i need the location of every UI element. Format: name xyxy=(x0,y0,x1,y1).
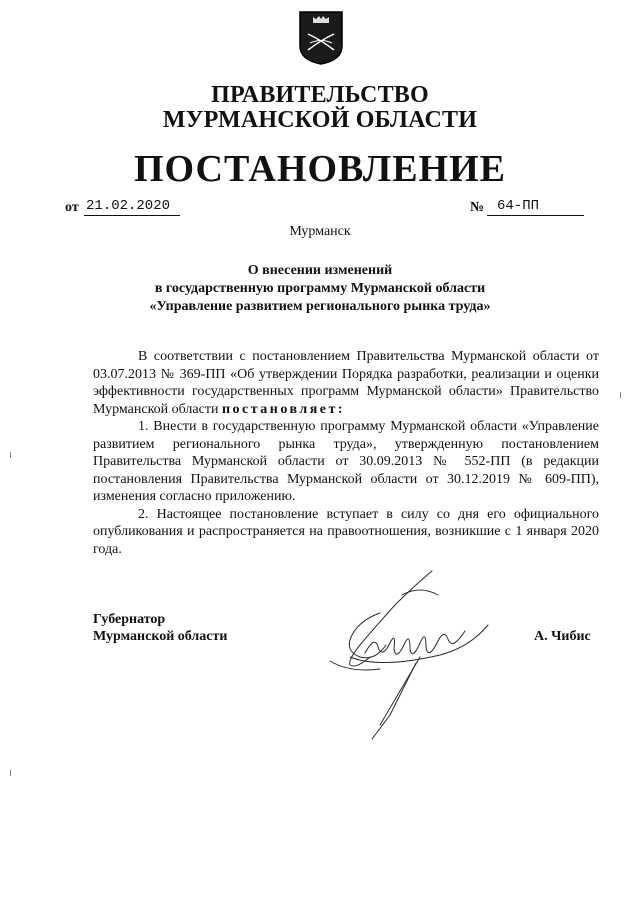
scan-speck xyxy=(10,452,11,458)
document-date: 21.02.2020 xyxy=(84,198,180,216)
org-name-line-2: МУРМАНСКОЙ ОБЛАСТИ xyxy=(162,107,478,133)
number-prefix: № xyxy=(470,200,485,215)
intro-paragraph xyxy=(93,348,599,418)
document-type-title: ПОСТАНОВЛЕНИЕ xyxy=(133,148,507,190)
signer-name: А. Чибис xyxy=(534,629,591,644)
item-2-paragraph: 2. Настоящее постановление вступает в силу со дня его официального опубликования и распространяется на правоотношения, возникшие с 1 января 2020 года. xyxy=(93,506,599,557)
subject-line-3: «Управление развитием регионального рынка труда» xyxy=(149,299,491,314)
scan-speck xyxy=(10,770,11,776)
subject-line-1: О внесении изменений xyxy=(247,263,393,278)
org-name-line-1: ПРАВИТЕЛЬСТВО xyxy=(211,82,429,108)
city-name: Мурманск xyxy=(289,224,351,239)
document-number: 64-ПП xyxy=(487,198,584,216)
handwritten-signature-icon xyxy=(320,565,490,740)
signer-title-line-2: Мурманской области xyxy=(93,629,228,644)
murmansk-coat-of-arms-icon xyxy=(298,10,344,66)
document-body xyxy=(93,348,599,558)
decree-word: постановляет: xyxy=(221,401,346,417)
subject-line-2: в государственную программу Мурманской области xyxy=(154,281,486,296)
scan-speck xyxy=(620,392,621,398)
item-1-paragraph: 1. Внести в государственную программу Мурманской области «Управление развитием регионального рынка труда», утвержденную постановлением Правительства Мурманской области от 30.09.2013 № 552-ПП (в редакции постановления Правительства Мурманской области от 30.12.2019 № 609-ПП), изменения согласно приложению. xyxy=(93,419,599,504)
signer-title-line-1: Губернатор xyxy=(93,612,166,627)
intro-text: В соответствии с постановлением Правительства Мурманской области от 03.07.2013 № 369-ПП «Об утверждении Порядка разработки, реализации и оценки эффективности государственных программ Мурманской области» Правительство Мурманской области xyxy=(93,349,599,417)
date-prefix: от xyxy=(65,200,79,215)
